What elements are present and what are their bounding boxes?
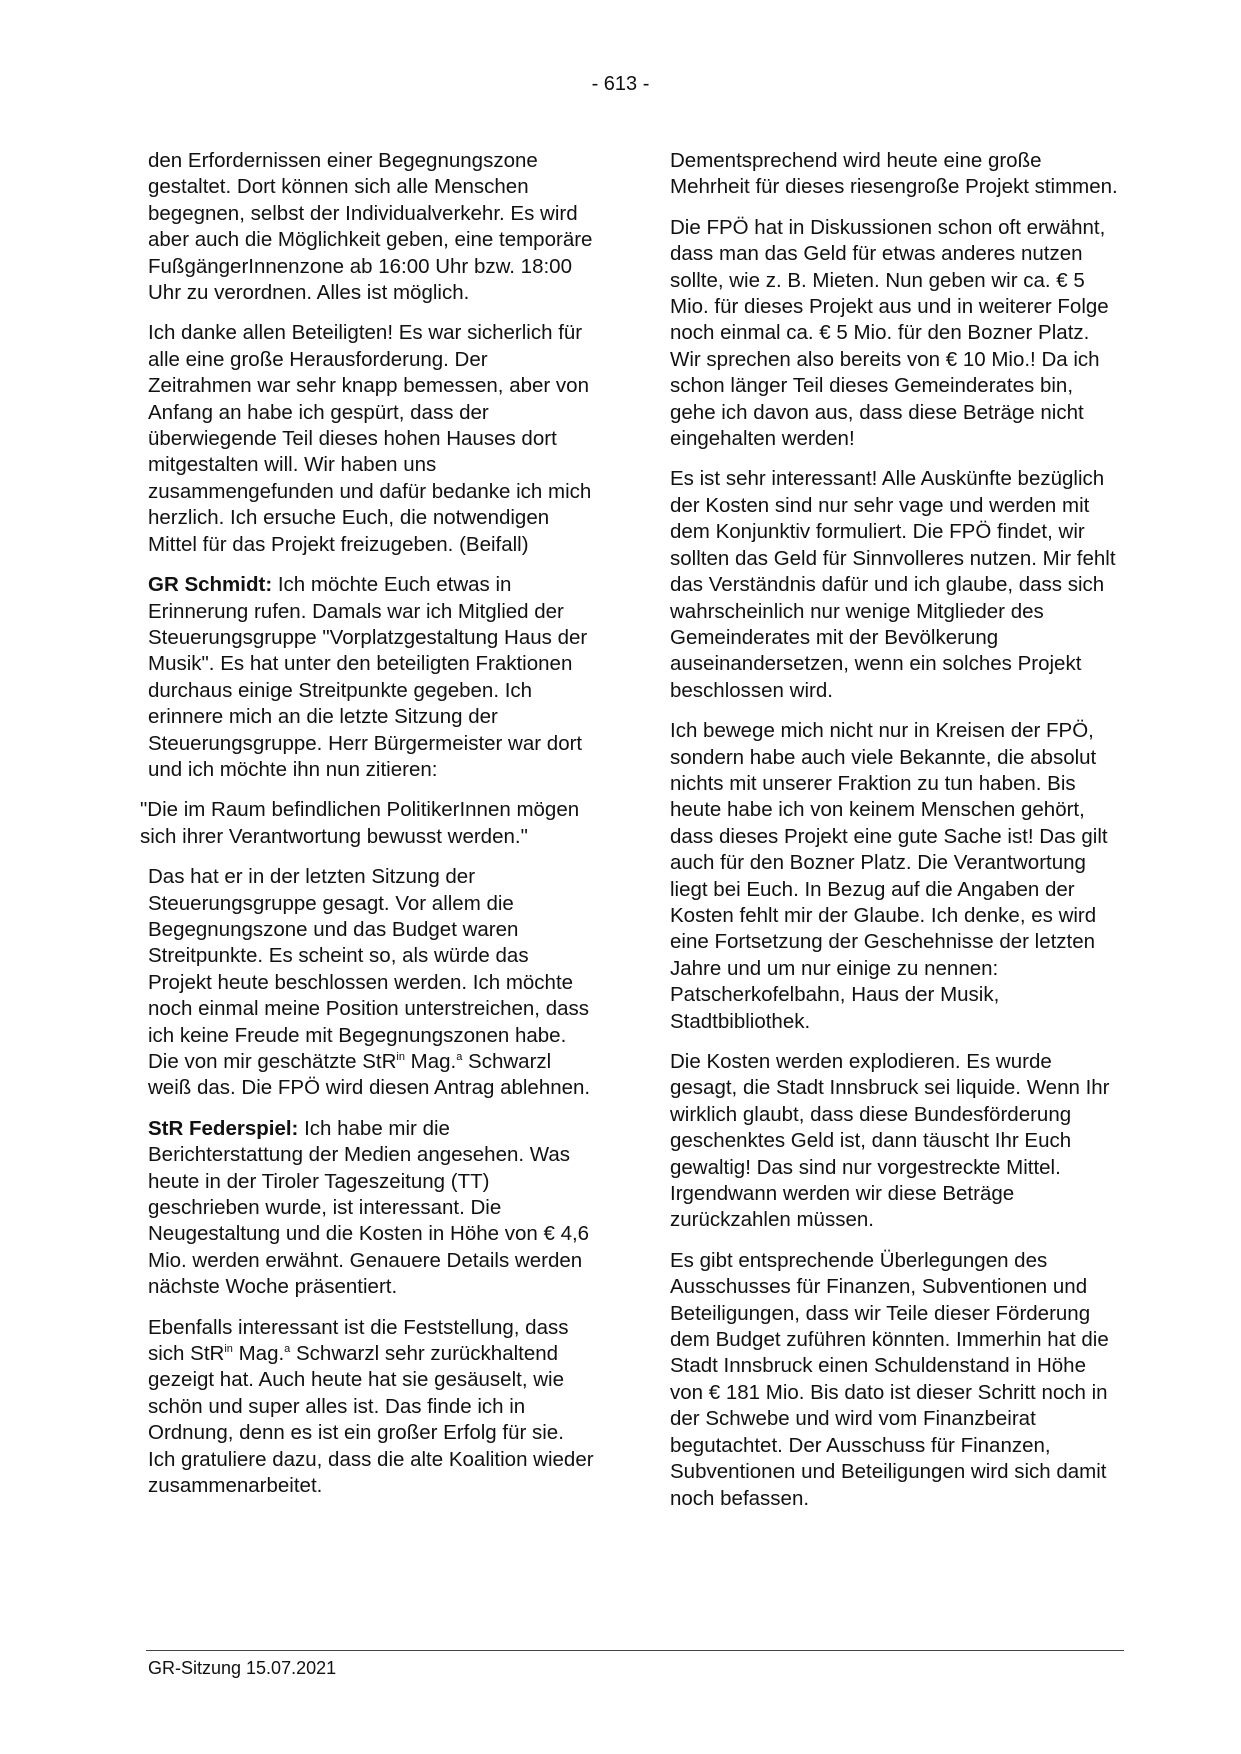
footer-divider bbox=[146, 1650, 1124, 1651]
superscript: a bbox=[284, 1343, 291, 1356]
speaker-name: GR Schmidt: bbox=[148, 573, 273, 597]
text-segment: Das hat er in der letzten Sitzung der Steuerungsgruppe gesagt. Vor allem die Begegnungszone und das Budget waren Streitpunkte. Es scheint so, als würde das Projekt heute beschlossen werden. Ich möchte noch einmal meine Position unterstreichen, dass ich keine Freude mit Begegnungszonen habe. Die von mir geschätzte StR bbox=[148, 865, 589, 1073]
speech-text: Ich möchte Euch etwas in Erinnerung rufen. Damals war ich Mitglied der Steuerungsgruppe "Vorplatzgestaltung Haus der Musik". Es hat unter den beteiligten Fraktionen durchaus einige Streitpunkte gegeben. Ich erinnere mich an die letzte Sitzung der Steuerungsgruppe. Herr Bürgermeister war dort und ich möchte ihn nun zitieren: bbox=[148, 573, 588, 781]
right-column bbox=[670, 148, 1122, 1526]
text-segment: Mag. bbox=[232, 1342, 285, 1366]
text-segment: Mag. bbox=[404, 1050, 457, 1073]
speech-schmidt bbox=[148, 572, 596, 783]
paragraph: Die FPÖ hat in Diskussionen schon oft erwähnt, dass man das Geld für etwas anderes nutzen sollte, wie z. B. Mieten. Nun geben wir ca. € 5 Mio. für dieses Projekt aus und in weiterer Folge noch einmal ca. € 5 Mio. für den Bozner Platz. Wir sprechen also bereits von € 10 Mio.! Da ich schon länger Teil dieses Gemeinderates bin, gehe ich davon aus, dass diese Beträge nicht eingehalten werden! bbox=[670, 215, 1109, 451]
paragraph bbox=[148, 1315, 596, 1500]
speech-text: Ich habe mir die Berichterstattung der Medien angesehen. Was heute in der Tiroler Tageszeitung (TT) geschrieben wurde, ist interessant. Die Neugestaltung und die Kosten in Höhe von € 4,6 Mio. werden erwähnt. Genauere Details werden nächste Woche präsentiert. bbox=[148, 1116, 590, 1299]
text-segment: Schwarzl sehr zurückhaltend gezeigt hat. Auch heute hat sie gesäuselt, wie schön und super alles ist. Das finde ich in Ordnung, denn es ist ein großer Erfolg für sie. Ich gratuliere dazu, dass die alte Koalition wieder zusammenarbeitet. bbox=[148, 1342, 594, 1498]
paragraph: Es gibt entsprechende Überlegungen des Ausschusses für Finanzen, Subventionen und Beteiligungen, dass wir Teile dieser Förderung dem Budget zuführen könnten. Immerhin hat die Stadt Innsbruck einen Schuldenstand in Höhe von € 181 Mio. Bis dato ist dieser Schritt noch in der Schwebe und wird vom Finanzbeirat begutachtet. Der Ausschuss für Finanzen, Subventionen und Beteiligungen wird sich damit noch befassen. bbox=[670, 1248, 1109, 1510]
text-segment: Schwarzl weiß das. Die FPÖ wird diesen Antrag ablehnen. bbox=[148, 1050, 591, 1100]
superscript: in bbox=[224, 1343, 233, 1356]
superscript: in bbox=[396, 1051, 405, 1063]
speaker-name: StR Federspiel: bbox=[148, 1116, 299, 1140]
superscript: a bbox=[456, 1051, 463, 1063]
page-number: - 613 - bbox=[591, 73, 650, 95]
speech-federspiel bbox=[148, 1116, 596, 1301]
left-column bbox=[140, 148, 596, 1514]
paragraph: den Erfordernissen einer Begegnungszone gestaltet. Dort können sich alle Menschen begegnen, selbst der Individualverkehr. Es wird aber auch die Möglichkeit geben, eine temporäre FußgängerInnenzone ab 16:00 Uhr bzw. 18:00 Uhr zu verordnen. Alles ist möglich. bbox=[148, 149, 593, 305]
paragraph: Ich danke allen Beteiligten! Es war sicherlich für alle eine große Herausforderung. Der Zeitrahmen war sehr knapp bemessen, aber von Anfang an habe ich gespürt, dass der überwiegende Teil dieses hohen Hauses dort mitgestalten will. Wir haben uns zusammengefunden und dafür bedanke ich mich herzlich. Ich ersuche Euch, die notwendigen Mittel für das Projekt freizugeben. (Beifall) bbox=[148, 321, 592, 556]
paragraph: Die Kosten werden explodieren. Es wurde gesagt, die Stadt Innsbruck sei liquide. Wenn Ihr wirklich glaubt, dass diese Bundesförderung geschenktes Geld ist, dann täuscht Ihr Euch gewaltig! Das sind nur vorgestreckte Mittel. Irgendwann werden wir diese Beträge zurückzahlen müssen. bbox=[670, 1050, 1110, 1232]
paragraph bbox=[148, 864, 596, 1102]
quote: "Die im Raum befindlichen PolitikerInnen mögen sich ihrer Verantwortung bewusst werden." bbox=[140, 798, 580, 848]
paragraph: Ich bewege mich nicht nur in Kreisen der FPÖ, sondern habe auch viele Bekannte, die absolut nichts mit unserer Fraktion zu tun haben. Bis heute habe ich von keinem Menschen gehört, dass dieses Projekt eine gute Sache ist! Das gilt auch für den Bozner Platz. Die Verantwortung liegt bei Euch. In Bezug auf die Angaben der Kosten fehlt mir der Glaube. Ich denke, es wird eine Fortsetzung der Geschehnisse der letzten Jahre und um nur einige zu nennen: Patscherkofelbahn, Haus der Musik, Stadtbibliothek. bbox=[670, 719, 1108, 1033]
text-segment: Ebenfalls interessant ist die Feststellung, dass sich StR bbox=[148, 1315, 569, 1366]
paragraph: Es ist sehr interessant! Alle Auskünfte bezüglich der Kosten sind nur sehr vage und werden mit dem Konjunktiv formuliert. Die FPÖ findet, wir sollten das Geld für Sinnvolleres nutzen. Mir fehlt das Verständnis dafür und ich glaube, dass sich wahrscheinlich nur wenige Mitglieder des Gemeinderates mit der Bevölkerung auseinandersetzen, wenn ein solches Projekt beschlossen wird. bbox=[670, 467, 1116, 702]
footer-session-date: GR-Sitzung 15.07.2021 bbox=[148, 1658, 337, 1678]
paragraph: Dementsprechend wird heute eine große Mehrheit für dieses riesengroße Projekt stimmen. bbox=[670, 149, 1118, 199]
